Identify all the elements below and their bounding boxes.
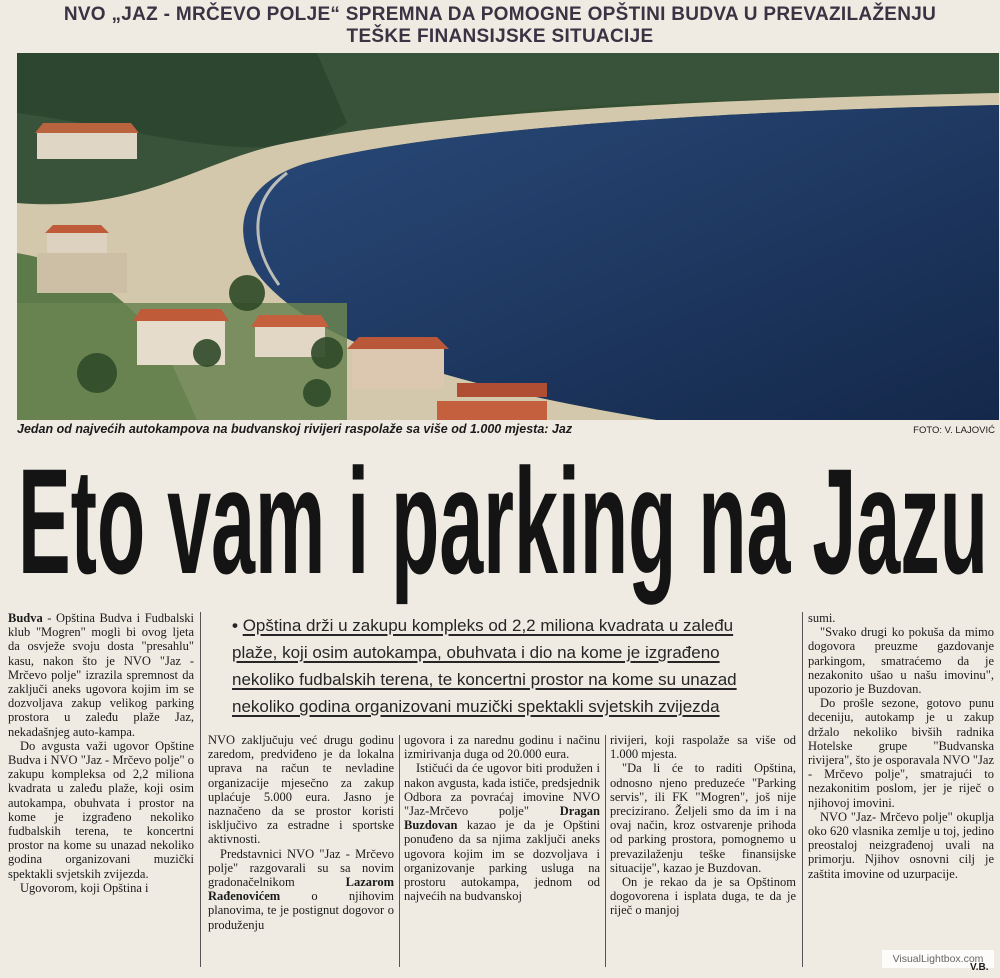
- article-column-4: [610, 733, 796, 918]
- deck-line-4: nekoliko godina organizovani muzički spektakli svjetskih zvijezda: [232, 697, 720, 716]
- kicker-heading: [20, 4, 980, 48]
- column-rule: [200, 612, 201, 967]
- paragraph: "Da li će to raditi Opština, odnosno njeno preduzeće "Parking servis", ili FK "Mogren", još nije precizirano. Željeli smo da im i na ovaj način, kroz ostvarenje prihoda od parking prostora, pomognemo u prevazilaženju teške finansijske situacije", kazao je Buzdovan.: [610, 761, 796, 875]
- article-column-1: [8, 611, 194, 895]
- column-rule: [399, 735, 400, 967]
- article-column-5: [808, 611, 994, 881]
- paragraph: ugovora i za narednu godinu i načinu izmirivanja duga od 20.000 eura.: [404, 733, 600, 762]
- kicker-line-1: NVO „JAZ - MRČEVO POLJE“ SPREMNA DA POMOGNE OPŠTINI BUDVA U PREVAZILAŽENJU: [63, 4, 937, 25]
- photo-caption: Jedan od najvećih autokampova na budvanskoj rivijeri raspolaže sa više od 1.000 mjesta: Jaz: [17, 422, 573, 436]
- person-name: Lazarom Rađenovićem: [208, 875, 394, 904]
- beach-photo: [17, 53, 999, 420]
- paragraph: Predstavnici NVO "Jaz - Mrčevo polje" razgovarali su sa novim gradonačelnikom Lazarom Rađenovićem o njihovim planovima, te je postignut dogovor o produženju: [208, 846, 394, 932]
- article-column-3: [404, 733, 600, 903]
- deck-line-2: plaže, koji osim autokampa, obuhvata i dio na kome je izgrađeno: [232, 643, 720, 662]
- paragraph: Ističući da će ugovor biti produžen i nakon avgusta, kada ističe, predsjednik Odbora za povraćaj imovine NVO "Jaz-Mrčevo polje" Dragan Buzdovan kazao je da je Opštini ponuđeno da sa njima zaključi aneks ugovora kojim im se dozvoljava i organizovanje parking usluga na prostoru autokampa, jednom od najvećih na budvanskoj: [404, 761, 600, 904]
- paragraph: rivijeri, koji raspolaže sa više od 1.000 mjesta.: [610, 733, 796, 762]
- paragraph: NVO zaključuju već drugu godinu zaredom, predviđeno je da lokalna uprava na račun te nevladine organizacije mjesečno za zakup uplaćuje 5.000 eura. Jasno je naznačeno da se prostor koristi isključivo za estradne i sportske aktivnosti.: [208, 733, 394, 847]
- paragraph: On je rekao da je sa Opštinom dogovorena i isplata duga, te da je riječ o manjoj: [610, 875, 796, 918]
- paragraph: "Svako drugi ko pokuša da mimo dogovora preuzme gazdovanje parkingom, smatraćemo da je nezakonito ušao u našu imovinu", upozorio je Buzdovan.: [808, 625, 994, 697]
- dateline: Budva: [8, 611, 43, 625]
- headline: [8, 440, 1000, 610]
- deck-line-1: • Opština drži u zakupu kompleks od 2,2 miliona kvadrata u zaleđu: [232, 616, 734, 635]
- deck-line-3: nekoliko fudbalskih terena, te koncertni prostor na kome su unazad: [232, 670, 737, 689]
- photo-credit: FOTO: V. LAJOVIĆ: [913, 425, 995, 436]
- paragraph: Ugovorom, koji Opština i: [20, 880, 149, 895]
- paragraph: Do prošle sezone, gotovo punu deceniju, autokamp je u zakup držalo nekoliko bivših radnika Hotelske grupe "Budvanska rivijera", što je osporavala NVO "Jaz - Mrčevo polje", smatrajući to nezakonitim poslom, jer je riječ o njihovoj imovini.: [808, 696, 994, 810]
- column-rule: [605, 735, 606, 967]
- headline-text: Eto vam i parking na Jazu: [18, 440, 988, 605]
- paragraph: sumi.: [808, 611, 836, 625]
- article-column-2: [208, 733, 394, 932]
- kicker-line-2: TEŠKE FINANSIJSKE SITUACIJE: [346, 26, 654, 47]
- beach-photo-illustration: [17, 53, 999, 420]
- paragraph: NVO "Jaz- Mrčevo polje" okuplja oko 620 vlasnika zemlje u toj, jedino preostaloj neizgrađenoj uvali na primorju. Njihov osnovni cilj je zaštita imovine od uzurpacije.: [808, 809, 994, 881]
- article-deck: [232, 612, 802, 720]
- person-name: Dragan Buzdovan: [404, 804, 600, 833]
- deck-bullet: •: [232, 616, 238, 635]
- paragraph: Budva - Opština Budva i Fudbalski klub "Mogren" mogli bi ovog ljeta da osvježe svoju dosta "presahlu" kasu, nakon što je NVO "Jaz - Mrčevo polje" izrazila spremnost da zaključi aneks ugovora kojim im se dozvoljava zakup velikog parking prostora u zaleđu plaže Jaz, nekadašnjeg auto-kampa.: [8, 611, 194, 739]
- paragraph: Do avgusta važi ugovor Opštine Budva i NVO "Jaz - Mrčevo polje" o zakupu kompleksa od 2,2 miliona kvadrata u zaleđu plaže, koji osim autokampa, obuhvata i prostor na kome je izgrađeno nekoliko fudbalskih terena, te koncertni prostor na kome su unazad nekoliko godina organizovani muzički spektakli svjetskih zvijezda.: [8, 738, 194, 881]
- watermark: VisualLightbox.com: [882, 950, 994, 968]
- column-rule: [802, 612, 803, 967]
- corner-mark: V.B.: [970, 962, 989, 973]
